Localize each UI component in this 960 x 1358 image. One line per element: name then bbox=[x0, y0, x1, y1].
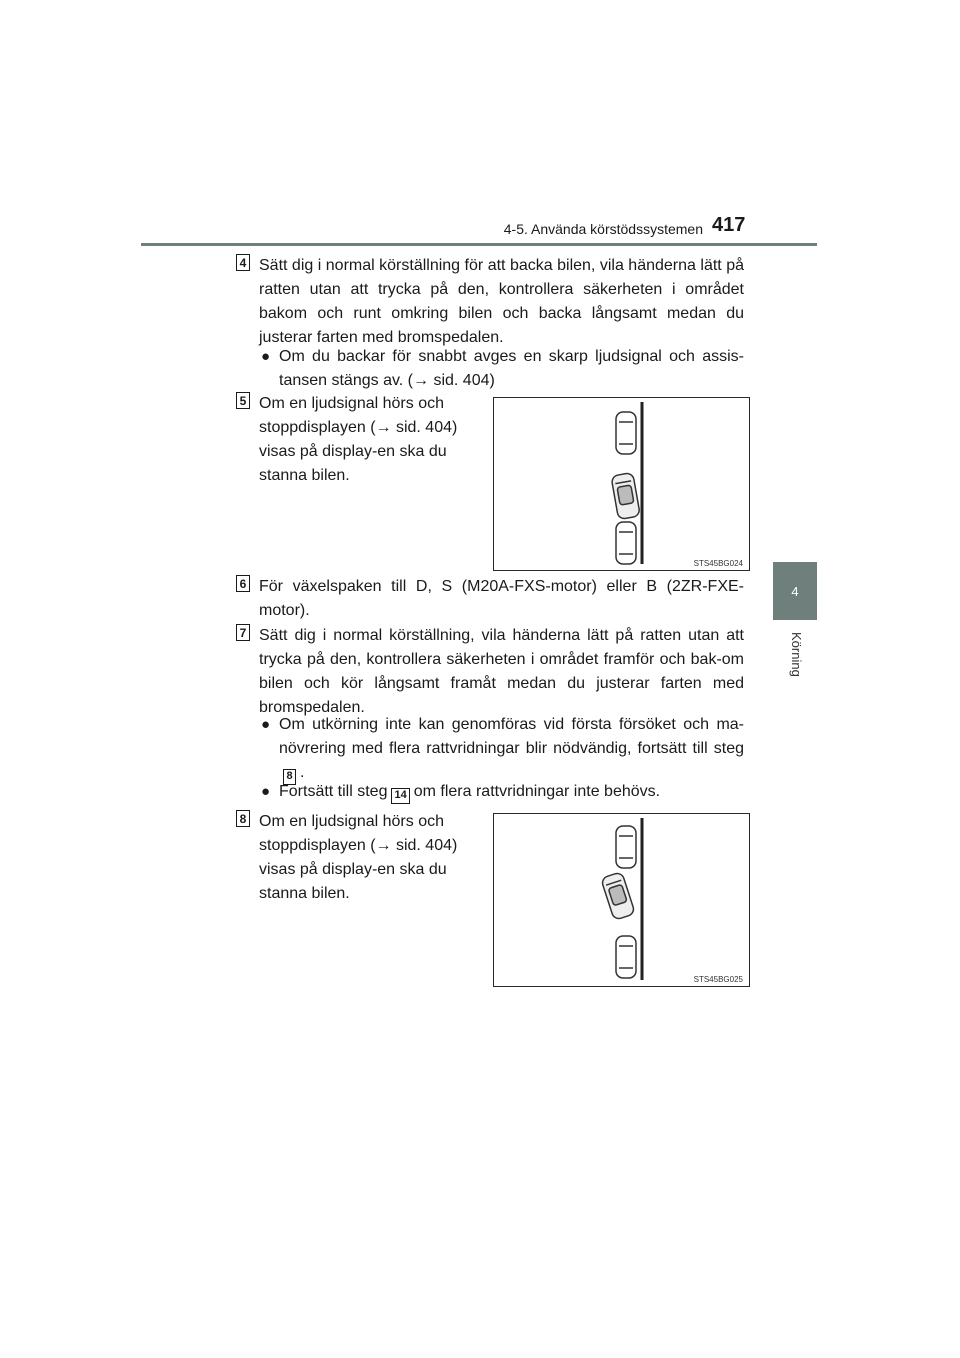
bullet-text-end: om flera rattvridningar inte behövs. bbox=[413, 783, 661, 800]
page-number: 417 bbox=[712, 214, 746, 236]
maneuvering-car bbox=[611, 472, 640, 519]
step-4-text: Sätt dig i normal körställning för att backa bilen, vila händerna lätt på ratten utan att trycka på den, kontrollera säkerheten i området bakom och runt omkring bilen och backa långsamt medan du justerar farten med bromspedalen. bbox=[259, 257, 744, 346]
figure-id: STS45BG025 bbox=[693, 975, 743, 984]
bullet-icon: ● bbox=[261, 348, 271, 365]
header-divider bbox=[141, 243, 817, 246]
step-8-text: Om en ljudsignal hörs och stoppdisplayen (→ sid. 404) visas på display-en ska du stanna bilen. bbox=[259, 813, 458, 902]
step-ref-badge-8[interactable]: 8 bbox=[283, 769, 296, 785]
figure-id: STS45BG024 bbox=[693, 559, 743, 568]
bullet-text: Fortsätt till steg bbox=[279, 783, 388, 800]
step-5-text: Om en ljudsignal hörs och stoppdisplayen (→ sid. 404) visas på display-en ska du stanna bilen. bbox=[259, 395, 458, 484]
bullet-icon: ● bbox=[261, 716, 271, 733]
step-7-text: Sätt dig i normal körställning, vila händerna lätt på ratten utan att trycka på den, kontrollera säkerheten i området framför och bak-om bilen och kör långsamt framåt medan du justerar farten med bromspedalen. bbox=[259, 627, 744, 716]
step-badge-4: 4 bbox=[236, 254, 250, 271]
chapter-tab[interactable] bbox=[773, 562, 817, 620]
step-7-bullet-2 bbox=[261, 780, 744, 804]
step-badge-7: 7 bbox=[236, 624, 250, 641]
parking-diagram bbox=[494, 398, 749, 570]
step-7-bullet-1 bbox=[261, 713, 744, 785]
parking-figure-2 bbox=[493, 813, 750, 987]
parking-figure-1 bbox=[493, 397, 750, 571]
bullet-text: Om du backar för snabbt avges en skarp ljudsignal och assis-tansen stängs av. (→ sid. 404) bbox=[279, 348, 744, 389]
parked-car-rear bbox=[616, 936, 636, 978]
step-4-bullet bbox=[261, 345, 744, 393]
bullet-icon: ● bbox=[261, 783, 271, 800]
chapter-label: Körning bbox=[789, 632, 804, 677]
section-title: 4-5. Använda körstödssystemen bbox=[503, 221, 703, 237]
step-ref-badge-14[interactable]: 14 bbox=[391, 788, 409, 804]
step-badge-8: 8 bbox=[236, 810, 250, 827]
parked-car-front bbox=[616, 826, 636, 868]
step-badge-6: 6 bbox=[236, 575, 250, 592]
step-6-text: För växelspaken till D, S (M20A-FXS-motor) eller B (2ZR-FXE-motor). bbox=[259, 578, 744, 619]
parking-diagram bbox=[494, 814, 749, 986]
chapter-number: 4 bbox=[791, 583, 799, 599]
maneuvering-car bbox=[601, 872, 636, 921]
parked-car-rear bbox=[616, 522, 636, 564]
bullet-text-end: . bbox=[300, 764, 305, 781]
step-badge-5: 5 bbox=[236, 392, 250, 409]
parked-car-front bbox=[616, 412, 636, 454]
bullet-text: Om utkörning inte kan genomföras vid första försöket och ma-növrering med flera rattvridningar blir nödvändig, fortsätt till steg bbox=[279, 716, 744, 757]
